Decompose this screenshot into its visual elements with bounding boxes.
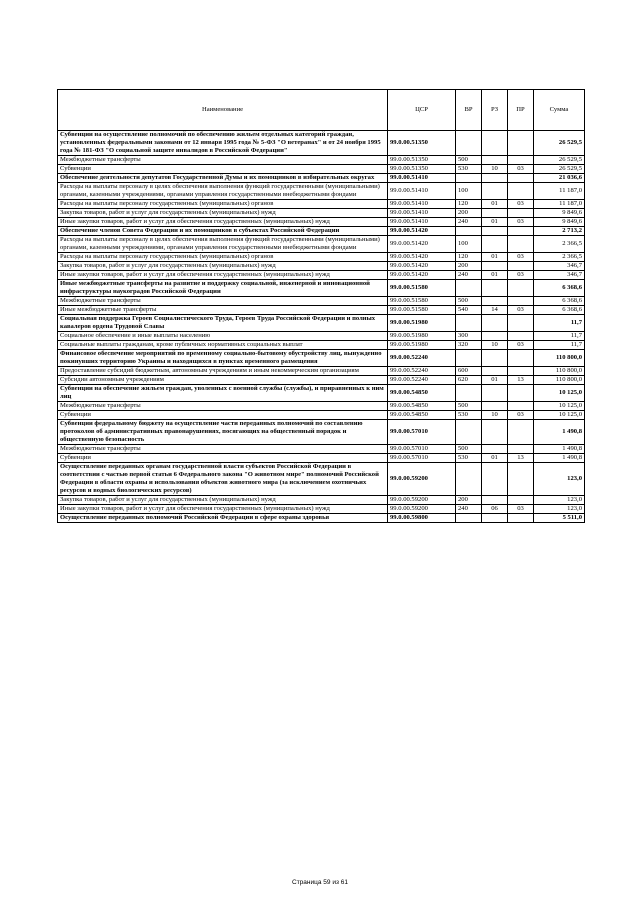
row-csr: 99.0.00.51420 xyxy=(388,253,456,262)
row-rz xyxy=(482,514,508,523)
row-rz xyxy=(482,445,508,454)
row-sum: 5 511,0 xyxy=(534,514,585,523)
row-vr xyxy=(456,350,482,367)
row-csr: 99.0.00.51410 xyxy=(388,200,456,209)
row-sum: 9 849,6 xyxy=(534,209,585,218)
header-rz: РЗ xyxy=(482,90,508,131)
row-pr xyxy=(508,402,534,411)
row-sum: 123,0 xyxy=(534,505,585,514)
row-rz xyxy=(482,402,508,411)
row-sum: 11,7 xyxy=(534,341,585,350)
table-row xyxy=(58,200,585,209)
row-rz xyxy=(482,385,508,402)
row-pr xyxy=(508,209,534,218)
row-vr xyxy=(456,280,482,297)
row-pr xyxy=(508,174,534,183)
row-pr: 03 xyxy=(508,505,534,514)
row-rz: 14 xyxy=(482,306,508,315)
row-csr: 99.0.00.51420 xyxy=(388,262,456,271)
row-vr: 200 xyxy=(456,209,482,218)
row-name: Межбюджетные трансферты xyxy=(58,445,388,454)
table-row xyxy=(58,350,585,367)
row-name: Расходы на выплаты персоналу в целях обеспечения выполнения функций государственными (муниципальными) органами, казенными учреждениями, органами управления государственными внебюджетными фондами xyxy=(58,236,388,253)
row-name: Обеспечение деятельности депутатов Государственной Думы и их помощников в избирательных округах xyxy=(58,174,388,183)
table-row xyxy=(58,341,585,350)
row-rz: 01 xyxy=(482,253,508,262)
row-rz xyxy=(482,236,508,253)
row-pr xyxy=(508,463,534,496)
row-pr xyxy=(508,332,534,341)
table-row xyxy=(58,332,585,341)
row-rz: 01 xyxy=(482,200,508,209)
row-csr: 99.0.00.54850 xyxy=(388,402,456,411)
row-csr: 99.0.00.52240 xyxy=(388,367,456,376)
row-csr: 99.0.00.51980 xyxy=(388,332,456,341)
row-sum: 11 187,0 xyxy=(534,200,585,209)
row-csr: 99.0.00.52240 xyxy=(388,376,456,385)
row-rz xyxy=(482,209,508,218)
table-row xyxy=(58,315,585,332)
table-row xyxy=(58,218,585,227)
row-name: Субвенции федеральному бюджету на осуществление части переданных полномочий по составлению протоколов об административных правонарушениях, посягающих на общественный порядок и общественную безопасность xyxy=(58,420,388,445)
row-sum: 346,7 xyxy=(534,262,585,271)
row-csr: 99.0.00.51580 xyxy=(388,280,456,297)
row-sum: 123,0 xyxy=(534,496,585,505)
row-vr: 530 xyxy=(456,165,482,174)
row-pr: 03 xyxy=(508,218,534,227)
row-vr: 240 xyxy=(456,271,482,280)
row-csr: 99.0.00.51350 xyxy=(388,131,456,156)
row-csr: 99.0.00.51410 xyxy=(388,218,456,227)
row-name: Предоставление субсидий бюджетным, автономным учреждениям и иным некоммерческим организациям xyxy=(58,367,388,376)
row-sum: 9 849,6 xyxy=(534,218,585,227)
row-vr: 320 xyxy=(456,341,482,350)
row-pr xyxy=(508,262,534,271)
row-rz xyxy=(482,367,508,376)
row-vr: 530 xyxy=(456,411,482,420)
row-pr: 13 xyxy=(508,376,534,385)
row-pr: 03 xyxy=(508,271,534,280)
table-row xyxy=(58,454,585,463)
row-vr xyxy=(456,463,482,496)
row-vr: 540 xyxy=(456,306,482,315)
row-rz xyxy=(482,262,508,271)
row-sum: 21 036,6 xyxy=(534,174,585,183)
row-sum: 110 800,0 xyxy=(534,367,585,376)
row-pr xyxy=(508,227,534,236)
table-row xyxy=(58,402,585,411)
row-vr: 120 xyxy=(456,200,482,209)
table-row xyxy=(58,271,585,280)
row-name: Иные межбюджетные трансферты xyxy=(58,306,388,315)
row-rz xyxy=(482,463,508,496)
row-vr: 500 xyxy=(456,402,482,411)
row-csr: 99.0.00.51420 xyxy=(388,227,456,236)
row-rz xyxy=(482,420,508,445)
table-row xyxy=(58,236,585,253)
row-vr: 120 xyxy=(456,253,482,262)
row-rz xyxy=(482,315,508,332)
row-vr xyxy=(456,514,482,523)
table-row xyxy=(58,174,585,183)
table-row xyxy=(58,165,585,174)
row-name: Иные закупки товаров, работ и услуг для обеспечения государственных (муниципальных) нужд xyxy=(58,271,388,280)
row-sum: 2 366,5 xyxy=(534,253,585,262)
row-csr: 99.0.00.54850 xyxy=(388,385,456,402)
row-name: Расходы на выплаты персоналу государственных (муниципальных) органов xyxy=(58,253,388,262)
row-pr xyxy=(508,236,534,253)
row-csr: 99.0.00.51420 xyxy=(388,236,456,253)
row-csr: 99.0.00.51410 xyxy=(388,183,456,200)
table-header-row xyxy=(58,90,585,131)
row-pr: 03 xyxy=(508,200,534,209)
row-csr: 99.0.00.51580 xyxy=(388,297,456,306)
row-name: Расходы на выплаты персоналу в целях обеспечения выполнения функций государственными (муниципальными) органами, казенными учреждениями, органами управления государственными внебюджетными фондами xyxy=(58,183,388,200)
row-pr xyxy=(508,131,534,156)
table-row xyxy=(58,514,585,523)
row-name: Закупка товаров, работ и услуг для государственных (муниципальных) нужд xyxy=(58,262,388,271)
row-csr: 99.0.00.51980 xyxy=(388,315,456,332)
row-csr: 99.0.00.57010 xyxy=(388,445,456,454)
row-csr: 99.0.00.51420 xyxy=(388,271,456,280)
row-rz xyxy=(482,297,508,306)
table-body xyxy=(58,131,585,523)
row-name: Социальное обеспечение и иные выплаты населению xyxy=(58,332,388,341)
row-rz xyxy=(482,332,508,341)
row-pr: 03 xyxy=(508,306,534,315)
table-row xyxy=(58,385,585,402)
row-rz: 10 xyxy=(482,341,508,350)
row-rz: 01 xyxy=(482,271,508,280)
row-name: Иные закупки товаров, работ и услуг для обеспечения государственных (муниципальных) нужд xyxy=(58,218,388,227)
row-rz xyxy=(482,280,508,297)
row-csr: 99.0.00.51350 xyxy=(388,156,456,165)
table-row xyxy=(58,496,585,505)
row-sum: 1 490,8 xyxy=(534,454,585,463)
row-pr xyxy=(508,350,534,367)
row-name: Социальные выплаты гражданам, кроме публичных нормативных социальных выплат xyxy=(58,341,388,350)
row-csr: 99.0.00.59200 xyxy=(388,463,456,496)
table-row xyxy=(58,463,585,496)
table-row xyxy=(58,280,585,297)
table-row xyxy=(58,445,585,454)
row-rz xyxy=(482,496,508,505)
row-csr: 99.0.00.57010 xyxy=(388,454,456,463)
row-vr xyxy=(456,385,482,402)
table-row xyxy=(58,183,585,200)
row-sum: 11 187,0 xyxy=(534,183,585,200)
row-name: Субвенции на осуществление полномочий по обеспечению жильем отдельных категорий граждан, установленных федеральными законами от 12 января 1995 года № 5-ФЗ "О ветеранах" и от 24 ноября 1995 года № 181-ФЗ "О социальной защите инвалидов в Российской Федерации" xyxy=(58,131,388,156)
row-name: Социальная поддержка Героев Социалистического Труда, Героев Труда Российской Федерации и полных кавалеров ордена Трудовой Славы xyxy=(58,315,388,332)
table-row xyxy=(58,131,585,156)
row-name: Межбюджетные трансферты xyxy=(58,156,388,165)
row-pr xyxy=(508,156,534,165)
row-vr xyxy=(456,420,482,445)
row-vr xyxy=(456,315,482,332)
row-csr: 99.0.00.51350 xyxy=(388,165,456,174)
row-pr xyxy=(508,183,534,200)
row-name: Иные закупки товаров, работ и услуг для обеспечения государственных (муниципальных) нужд xyxy=(58,505,388,514)
row-rz xyxy=(482,227,508,236)
table-row xyxy=(58,306,585,315)
table-row xyxy=(58,253,585,262)
table-row xyxy=(58,209,585,218)
row-rz: 01 xyxy=(482,454,508,463)
table-row xyxy=(58,262,585,271)
table-row xyxy=(58,505,585,514)
table-row xyxy=(58,156,585,165)
header-csr: ЦСР xyxy=(388,90,456,131)
row-name: Осуществление переданных органам государственной власти субъектов Российской Федерации в соответствии с частью первой статьи 6 Федерального закона "О животном мире" полномочий Российской Федерации в области охраны и использования объектов животного мира (за исключением охотничьих ресурсов и водных биологических ресурсов) xyxy=(58,463,388,496)
row-csr: 99.0.00.59200 xyxy=(388,496,456,505)
row-vr: 100 xyxy=(456,183,482,200)
row-sum: 110 800,0 xyxy=(534,376,585,385)
row-vr: 240 xyxy=(456,218,482,227)
header-vr: ВР xyxy=(456,90,482,131)
row-sum: 11,7 xyxy=(534,315,585,332)
row-vr: 620 xyxy=(456,376,482,385)
row-rz: 10 xyxy=(482,411,508,420)
row-name: Субвенции xyxy=(58,454,388,463)
row-vr: 500 xyxy=(456,297,482,306)
row-name: Финансовое обеспечение мероприятий по временному социально-бытовому обустройству лиц, вынужденно покинувших территорию Украины и находящихся в пунктах временного размещения xyxy=(58,350,388,367)
row-pr xyxy=(508,367,534,376)
row-name: Межбюджетные трансферты xyxy=(58,402,388,411)
row-sum: 26 529,5 xyxy=(534,156,585,165)
row-pr xyxy=(508,420,534,445)
row-sum: 123,0 xyxy=(534,463,585,496)
row-name: Осуществление переданных полномочий Российской Федерации в сфере охраны здоровья xyxy=(58,514,388,523)
row-rz xyxy=(482,174,508,183)
row-vr: 500 xyxy=(456,445,482,454)
row-vr: 100 xyxy=(456,236,482,253)
row-pr: 03 xyxy=(508,253,534,262)
row-csr: 99.0.00.54850 xyxy=(388,411,456,420)
row-pr xyxy=(508,496,534,505)
header-pr: ПР xyxy=(508,90,534,131)
table-row xyxy=(58,297,585,306)
row-pr xyxy=(508,514,534,523)
row-name: Закупка товаров, работ и услуг для государственных (муниципальных) нужд xyxy=(58,496,388,505)
row-name: Обеспечение членов Совета Федерации и их помощников в субъектах Российской Федерации xyxy=(58,227,388,236)
row-sum: 2 713,2 xyxy=(534,227,585,236)
row-vr: 300 xyxy=(456,332,482,341)
row-rz xyxy=(482,350,508,367)
row-rz: 06 xyxy=(482,505,508,514)
row-csr: 99.0.00.57010 xyxy=(388,420,456,445)
row-vr xyxy=(456,131,482,156)
row-csr: 99.0.00.51980 xyxy=(388,341,456,350)
row-name: Закупка товаров, работ и услуг для государственных (муниципальных) нужд xyxy=(58,209,388,218)
row-name: Субвенции на обеспечение жильем граждан, уволенных с военной службы (службы), и приравненных к ним лиц xyxy=(58,385,388,402)
table-row xyxy=(58,420,585,445)
row-vr: 500 xyxy=(456,156,482,165)
row-sum: 26 529,5 xyxy=(534,131,585,156)
row-pr: 03 xyxy=(508,341,534,350)
row-vr: 530 xyxy=(456,454,482,463)
row-vr xyxy=(456,227,482,236)
row-pr xyxy=(508,297,534,306)
row-sum: 10 125,0 xyxy=(534,411,585,420)
row-rz xyxy=(482,131,508,156)
row-sum: 6 368,6 xyxy=(534,297,585,306)
row-csr: 99.0.00.59200 xyxy=(388,505,456,514)
row-sum: 26 529,5 xyxy=(534,165,585,174)
row-sum: 110 800,0 xyxy=(534,350,585,367)
row-name: Расходы на выплаты персоналу государственных (муниципальных) органов xyxy=(58,200,388,209)
row-csr: 99.0.00.59800 xyxy=(388,514,456,523)
row-sum: 11,7 xyxy=(534,332,585,341)
header-sum: Сумма xyxy=(534,90,585,131)
row-pr xyxy=(508,385,534,402)
table-row xyxy=(58,367,585,376)
header-name: Наименование xyxy=(58,90,388,131)
row-name: Межбюджетные трансферты xyxy=(58,297,388,306)
row-rz xyxy=(482,183,508,200)
row-sum: 10 125,0 xyxy=(534,402,585,411)
row-pr: 03 xyxy=(508,165,534,174)
row-sum: 6 368,6 xyxy=(534,306,585,315)
row-pr: 13 xyxy=(508,454,534,463)
row-csr: 99.0.00.51410 xyxy=(388,174,456,183)
row-sum: 1 490,8 xyxy=(534,445,585,454)
row-vr: 200 xyxy=(456,496,482,505)
row-rz: 10 xyxy=(482,165,508,174)
table-row xyxy=(58,411,585,420)
row-pr xyxy=(508,280,534,297)
row-pr xyxy=(508,445,534,454)
row-rz: 01 xyxy=(482,376,508,385)
row-pr xyxy=(508,315,534,332)
row-csr: 99.0.00.52240 xyxy=(388,350,456,367)
row-vr: 600 xyxy=(456,367,482,376)
row-sum: 1 490,8 xyxy=(534,420,585,445)
row-name: Субвенции xyxy=(58,165,388,174)
table-row xyxy=(58,227,585,236)
page-footer: Страница 59 из 61 xyxy=(292,879,348,886)
row-sum: 2 366,5 xyxy=(534,236,585,253)
table-row xyxy=(58,376,585,385)
row-pr: 03 xyxy=(508,411,534,420)
row-csr: 99.0.00.51580 xyxy=(388,306,456,315)
row-sum: 10 125,0 xyxy=(534,385,585,402)
row-csr: 99.0.00.51410 xyxy=(388,209,456,218)
row-sum: 346,7 xyxy=(534,271,585,280)
row-vr xyxy=(456,174,482,183)
row-sum: 6 368,6 xyxy=(534,280,585,297)
row-name: Иные межбюджетные трансферты на развитие и поддержку социальной, инженерной и инновационной инфраструктуры наукоградов Российской Федерации xyxy=(58,280,388,297)
row-rz xyxy=(482,156,508,165)
row-vr: 200 xyxy=(456,262,482,271)
row-vr: 240 xyxy=(456,505,482,514)
row-name: Субсидии автономным учреждениям xyxy=(58,376,388,385)
row-name: Субвенции xyxy=(58,411,388,420)
row-rz: 01 xyxy=(482,218,508,227)
budget-table xyxy=(57,89,585,523)
